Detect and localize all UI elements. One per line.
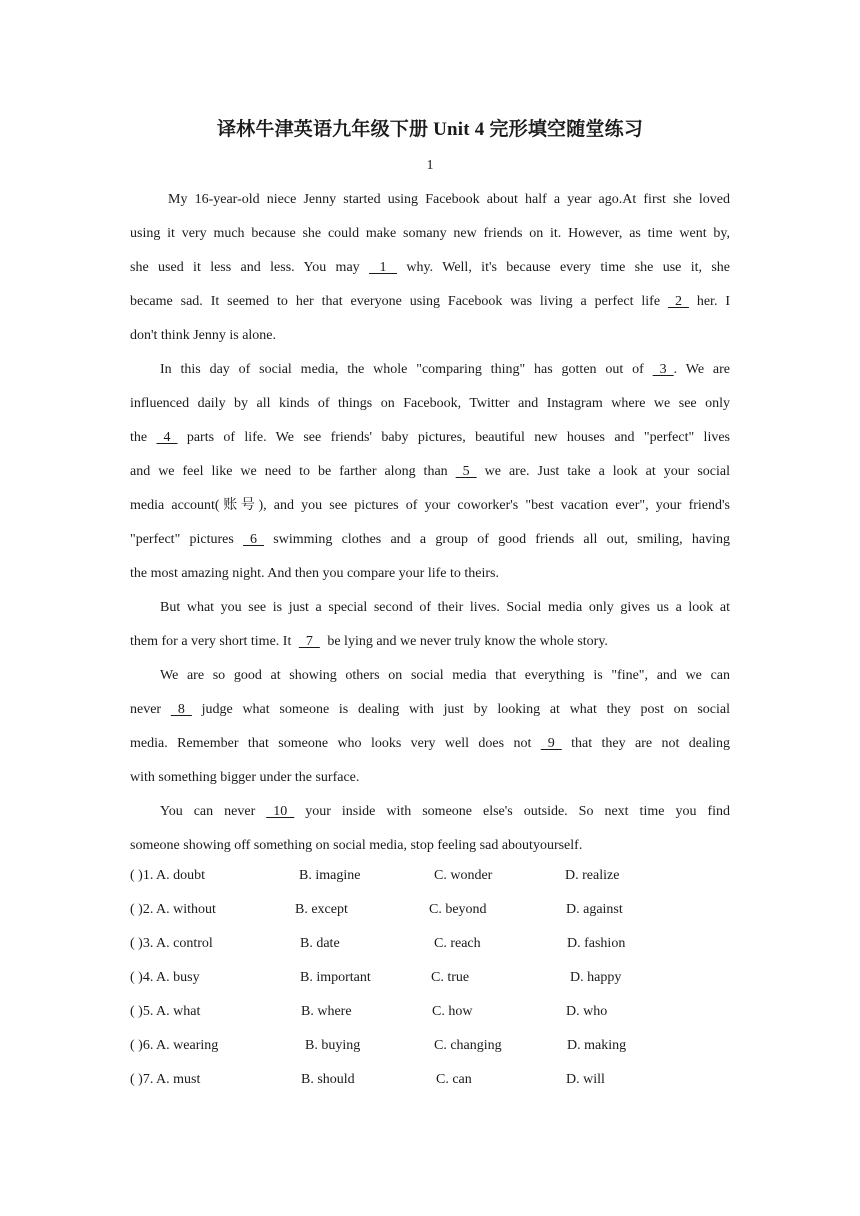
passage-line xyxy=(130,258,730,278)
passage-text: someone showing off something on social media, stop feeling sad aboutyourself. xyxy=(130,838,583,853)
question-number-option-a: ( )7. A. must xyxy=(130,1072,201,1087)
option-b: B. date xyxy=(300,936,340,951)
passage-text: she used it less and less. You may xyxy=(130,260,360,275)
passage-line xyxy=(130,836,730,856)
passage-text: My 16-year-old niece Jenny started using Facebook about half a year ago.At first she loved xyxy=(168,192,730,207)
option-c: C. can xyxy=(436,1072,472,1087)
option-c: C. how xyxy=(432,1004,473,1019)
passage-text: media. Remember that someone who looks very well does not xyxy=(130,736,532,751)
passage-line xyxy=(130,292,730,312)
passage-text: them for a very short time. It xyxy=(130,634,292,649)
passage-text: your inside with someone else's outside. So next time you find xyxy=(305,804,730,819)
blank-6: 6 xyxy=(243,532,265,547)
passage-line xyxy=(130,530,730,550)
blank-10: 10 xyxy=(266,804,295,819)
option-b: B. important xyxy=(300,970,371,985)
passage-text: her. I xyxy=(696,294,730,309)
option-b: B. should xyxy=(301,1072,355,1087)
question-number-option-a: ( )2. A. without xyxy=(130,902,216,917)
passage-line xyxy=(130,734,730,754)
passage-text: You can never xyxy=(160,804,256,819)
blank-7: 7 xyxy=(298,634,320,649)
passage-text: swimming clothes and a group of good friends all out, smiling, having xyxy=(273,532,730,547)
passage-text: became sad. It seemed to her that everyone using Facebook was living a perfect life xyxy=(130,294,661,309)
passage-text: and we feel like we need to be farther along than xyxy=(130,464,448,479)
passage-line xyxy=(130,666,730,686)
page-title: 译林牛津英语九年级下册 Unit 4 完形填空随堂练习 xyxy=(216,119,644,140)
blank-2: 2 xyxy=(667,294,689,309)
question-number-option-a: ( )1. A. doubt xyxy=(130,868,206,883)
passage-text: We are so good at showing others on social media that everything is "fine", and we can xyxy=(160,668,730,683)
passage-line xyxy=(130,564,730,584)
passage-text: be lying and we never truly know the whole story. xyxy=(327,634,608,649)
option-b: B. buying xyxy=(305,1038,361,1053)
option-d: D. against xyxy=(566,902,623,917)
passage-line xyxy=(130,496,730,516)
passage-text: . We are xyxy=(673,362,730,377)
passage-line xyxy=(130,428,730,448)
passage-line xyxy=(130,326,730,346)
question-number-option-a: ( )5. A. what xyxy=(130,1004,201,1019)
question-number-option-a: ( )3. A. control xyxy=(130,936,213,951)
question-number-option-a: ( )4. A. busy xyxy=(130,970,200,985)
blank-4: 4 xyxy=(156,430,178,445)
passage-line xyxy=(130,700,730,720)
blank-5: 5 xyxy=(455,464,477,479)
passage-text: But what you see is just a special second of their lives. Social media only gives us a look at xyxy=(160,600,730,615)
passage-line xyxy=(130,394,730,414)
option-d: D. who xyxy=(566,1004,608,1019)
option-b: B. except xyxy=(295,902,348,917)
passage-line xyxy=(130,598,730,618)
passage-text: using it very much because she could make somany new friends on it. However, as time went by, xyxy=(130,226,730,241)
passage-text: influenced daily by all kinds of things on Facebook, Twitter and Instagram where we see only xyxy=(130,396,730,411)
blank-3: 3 xyxy=(652,362,674,377)
passage-text: In this day of social media, the whole "comparing thing" has gotten out of xyxy=(160,362,644,377)
passage-text: never xyxy=(130,702,162,717)
passage-line xyxy=(130,190,730,210)
passage-text: we are. Just take a look at your social xyxy=(484,464,730,479)
passage-text: why. Well, it's because every time she use it, she xyxy=(406,260,730,275)
option-d: D. will xyxy=(566,1072,605,1087)
option-c: C. changing xyxy=(434,1038,502,1053)
option-b: B. imagine xyxy=(299,868,361,883)
question-number-option-a: ( )6. A. wearing xyxy=(130,1038,219,1053)
option-d: D. making xyxy=(567,1038,627,1053)
blank-1: 1 xyxy=(369,260,398,275)
passage-text: the most amazing night. And then you compare your life to theirs. xyxy=(130,566,499,581)
passage-text: parts of life. We see friends' baby pictures, beautiful new houses and "perfect" lives xyxy=(186,430,730,445)
passage-line xyxy=(130,360,730,380)
option-d: D. realize xyxy=(565,868,620,883)
passage-line xyxy=(130,802,730,822)
option-b: B. where xyxy=(301,1004,352,1019)
passage-text: "perfect" pictures xyxy=(130,532,234,547)
passage-number: 1 xyxy=(426,158,434,173)
option-c: C. reach xyxy=(434,936,481,951)
option-c: C. true xyxy=(431,970,470,985)
passage-line xyxy=(130,224,730,244)
passage-text: media account(账号), and you see pictures of your coworker's "best vacation ever", your friend's xyxy=(130,498,730,513)
option-d: D. fashion xyxy=(567,936,626,951)
passage-line xyxy=(130,462,730,482)
passage-text: don't think Jenny is alone. xyxy=(130,328,277,343)
passage-text: the xyxy=(130,430,148,445)
option-c: C. wonder xyxy=(434,868,493,883)
passage-text: judge what someone is dealing with just by looking at what they post on social xyxy=(201,702,730,717)
blank-8: 8 xyxy=(170,702,192,717)
option-d: D. happy xyxy=(570,970,622,985)
passage-line xyxy=(130,768,730,788)
passage-text: with something bigger under the surface. xyxy=(130,770,360,785)
option-c: C. beyond xyxy=(429,902,487,917)
passage-text: that they are not dealing xyxy=(571,736,730,751)
blank-9: 9 xyxy=(540,736,562,751)
passage-line xyxy=(130,632,730,652)
